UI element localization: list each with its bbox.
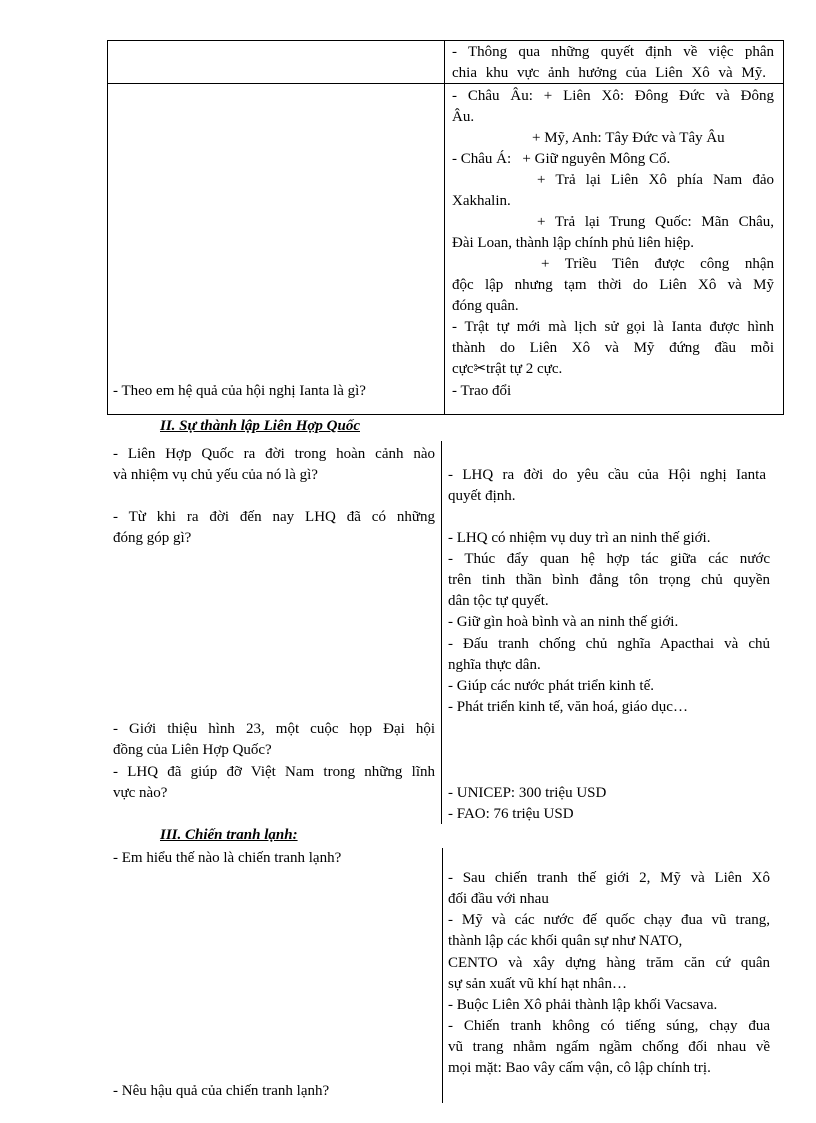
table-border-top: [107, 40, 784, 41]
answer-text: - Thúc đẩy quan hệ hợp tác giữa các nước: [448, 551, 770, 567]
table-cell-text: cực✂trật tự 2 cực.: [452, 361, 563, 377]
question-text: vực nào?: [113, 785, 168, 801]
section-heading: II. Sự thành lập Liên Hợp Quốc: [160, 418, 360, 434]
table-cell-text: Âu.: [452, 109, 475, 125]
answer-text: - LHQ ra đời do yêu cầu của Hội nghị Ianta: [448, 467, 766, 483]
table-cell-text: + Trả lại Liên Xô phía Nam đảo: [537, 172, 774, 188]
answer-text: CENTO và xây dựng hàng trăm căn cứ quân: [448, 955, 770, 971]
table-cell-text: đóng quân.: [452, 298, 519, 314]
table-border-right: [783, 40, 784, 415]
question-text: - Nêu hậu quả của chiến tranh lạnh?: [113, 1083, 330, 1099]
answer-text: - Giúp các nước phát triển kinh tế.: [448, 678, 654, 694]
answer-text: - Mỹ và các nước đế quốc chạy đua vũ trang,: [448, 912, 770, 928]
table-cell-text: + Trả lại Trung Quốc: Mãn Châu,: [537, 214, 774, 230]
table-cell-text: Xakhalin.: [452, 193, 511, 209]
table-border-left: [107, 40, 108, 415]
table-cell-text: - Trật tự mới mà lịch sử gọi là Ianta được hình: [452, 319, 774, 335]
question-text: - Theo em hệ quả của hội nghị Ianta là gì?: [113, 383, 366, 399]
answer-text: - Sau chiến tranh thế giới 2, Mỹ và Liên Xô: [448, 870, 770, 886]
column-divider: [441, 441, 442, 824]
question-text: và nhiệm vụ chủ yếu của nó là gì?: [113, 467, 318, 483]
answer-text: mọi mặt: Bao vây cấm vận, cô lập chính trị.: [448, 1060, 711, 1076]
table-cell-text: - Châu Âu: + Liên Xô: Đông Đức và Đông: [452, 88, 774, 104]
answer-text: vũ trang nhằm ngấm ngầm chống đối nhau về: [448, 1039, 770, 1055]
answer-text: - Đấu tranh chống chủ nghĩa Apacthai và chủ: [448, 636, 770, 652]
question-text: - Giới thiệu hình 23, một cuộc họp Đại hội: [113, 721, 435, 737]
answer-text: đối đầu với nhau: [448, 891, 549, 907]
table-cell-text: - Trao đổi: [452, 383, 512, 399]
table-cell-text: - Châu Á: + Giữ nguyên Mông Cổ.: [452, 151, 671, 167]
answer-text: trên tinh thần bình đẳng tôn trọng chủ quyền: [448, 572, 770, 588]
answer-text: - UNICEP: 300 triệu USD: [448, 785, 607, 801]
question-text: đóng góp gì?: [113, 530, 192, 546]
table-cell-text: thành do Liên Xô và Mỹ đứng đầu mỗi: [452, 340, 774, 356]
section-heading: III. Chiến tranh lạnh:: [160, 827, 298, 843]
answer-text: - Phát triển kinh tế, văn hoá, giáo dục…: [448, 699, 688, 715]
table-cell-text: chia khu vực ảnh hưởng của Liên Xô và Mỹ.: [452, 65, 766, 81]
table-border-middle: [444, 40, 445, 415]
table-cell-text: + Triều Tiên được công nhận: [541, 256, 774, 272]
question-text: - LHQ đã giúp đỡ Việt Nam trong những lĩnh: [113, 764, 435, 780]
question-text: đồng của Liên Hợp Quốc?: [113, 742, 272, 758]
answer-text: - Buộc Liên Xô phải thành lập khối Vacsava.: [448, 997, 718, 1013]
table-cell-text: + Mỹ, Anh: Tây Đức và Tây Âu: [532, 130, 725, 146]
answer-text: - Giữ gìn hoà bình và an ninh thế giới.: [448, 614, 679, 630]
question-text: - Liên Hợp Quốc ra đời trong hoàn cảnh nào: [113, 446, 435, 462]
answer-text: thành lập các khối quân sự như NATO,: [448, 933, 683, 949]
answer-text: - LHQ có nhiệm vụ duy trì an ninh thế giới.: [448, 530, 711, 546]
answer-text: dân tộc tự quyết.: [448, 593, 549, 609]
answer-text: sự sản xuất vũ khí hạt nhân…: [448, 976, 627, 992]
answer-text: nghĩa thực dân.: [448, 657, 541, 673]
question-text: - Từ khi ra đời đến nay LHQ đã có những: [113, 509, 435, 525]
table-border-bottom: [107, 414, 784, 415]
column-divider: [442, 848, 443, 1103]
table-cell-text: - Thông qua những quyết định về việc phân: [452, 44, 774, 60]
table-cell-text: độc lập nhưng tạm thời do Liên Xô và Mỹ: [452, 277, 774, 293]
answer-text: - FAO: 76 triệu USD: [448, 806, 574, 822]
table-cell-text: Đài Loan, thành lập chính phủ liên hiệp.: [452, 235, 695, 251]
question-text: - Em hiểu thế nào là chiến tranh lạnh?: [113, 850, 342, 866]
answer-text: quyết định.: [448, 488, 516, 504]
answer-text: - Chiến tranh không có tiếng súng, chạy đua: [448, 1018, 770, 1034]
